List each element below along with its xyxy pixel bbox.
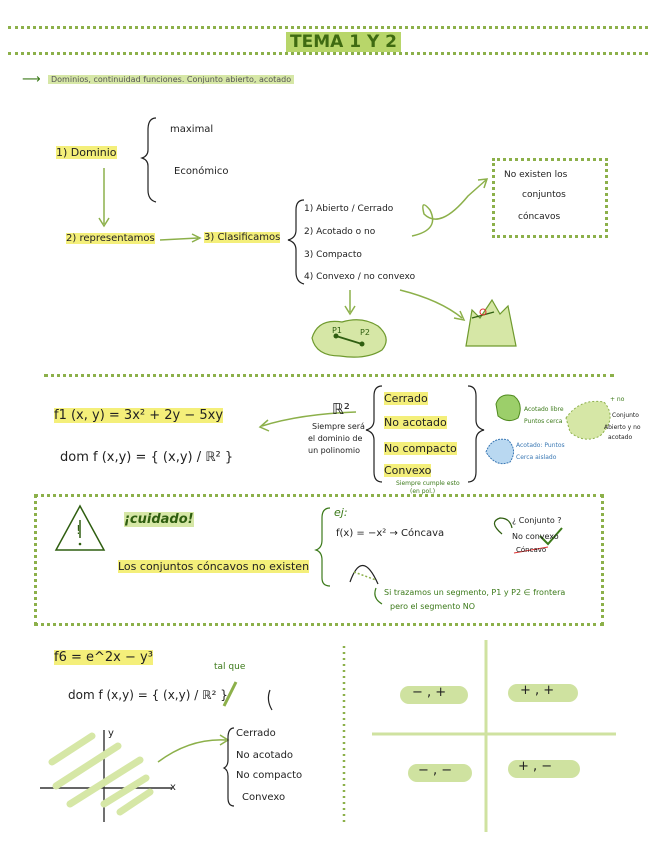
legend-text: acotado (608, 434, 633, 441)
r2-note-line: Siempre será (312, 422, 365, 431)
trazamos-line: Si trazamos un segmento, P1 y P2 ∈ frontera (384, 588, 566, 597)
prop-item: Cerrado (236, 728, 276, 739)
r2-note-line: un polinomio (308, 446, 360, 455)
arrow-right-icon: ⟶ (22, 72, 41, 87)
box-text-line: cóncavos (518, 212, 561, 222)
prop-item: Convexo (242, 792, 286, 803)
maximal-label: maximal (170, 124, 214, 135)
no-convexo-label: No convexo (512, 532, 559, 541)
intro-text: Dominios, continuidad funciones. Conjunto abierto, acotado (48, 75, 294, 84)
box-text-line: No existen los (504, 170, 568, 180)
tal-que-label: tal que (214, 662, 246, 672)
economico-label: Económico (174, 166, 229, 177)
prop-item: No compacto (384, 442, 457, 455)
legend-text: Acotado libre (524, 406, 564, 413)
quadrant-sign-label: − , − (418, 763, 453, 778)
point-label: P2 (360, 328, 370, 337)
function-f6: f6 = e^2x − y³ (54, 650, 153, 665)
r2-label: ℝ² (332, 400, 350, 418)
quadrant-sign-label: − , + (412, 685, 447, 700)
dom-f1: dom f (x,y) = { (x,y) / ℝ² } (60, 450, 234, 465)
quadrant-sign-label: + , − (518, 759, 553, 774)
prop-item: Convexo (384, 464, 432, 477)
conjunto-question: ¿ Conjunto ? (512, 516, 562, 525)
legend-text: Acotado: Puntos (516, 442, 565, 449)
quadrant-sign-label: + , + (520, 683, 555, 698)
trazamos-line: pero el segmento NO (390, 602, 476, 611)
props-note: (en pol.) (410, 488, 436, 495)
legend-text: Cerca aislado (516, 454, 557, 461)
legend-text: Abierto y no (604, 424, 641, 431)
representamos-label: 2) representamos (66, 233, 155, 244)
legend-text: Conjunto (612, 412, 639, 419)
ej-formula: f(x) = −x² → Cóncava (336, 528, 445, 539)
warning-text: Los conjuntos cóncavos no existen (118, 560, 310, 573)
r2-note-line: el dominio de (308, 434, 363, 443)
legend-text: Puntos cerca (524, 418, 563, 425)
point-label: P1 (332, 326, 342, 335)
legend-text: + no (610, 396, 625, 403)
ej-label: ej: (334, 506, 348, 519)
prop-item: Cerrado (384, 392, 428, 405)
list-item: 1) Abierto / Cerrado (304, 204, 394, 214)
list-item: 3) Compacto (304, 250, 362, 260)
list-item: 4) Convexo / no convexo (304, 272, 416, 282)
warning-icon: ! (76, 523, 81, 537)
prop-item: No compacto (236, 770, 303, 781)
clasificamos-label: 3) Clasificamos (204, 232, 281, 243)
prop-item: No acotado (384, 416, 447, 429)
dom-f6: dom f (x,y) = { (x,y) / ℝ² } (68, 688, 228, 702)
concavo-crossed: Cóncavo (516, 546, 547, 554)
list-item: 2) Acotado o no (304, 227, 376, 237)
box-text-line: conjuntos (522, 190, 566, 200)
function-f1: f1 (x, y) = 3x² + 2y − 5xy (54, 408, 224, 423)
page-title: TEMA 1 Y 2 (286, 32, 401, 52)
prop-item: No acotado (236, 750, 294, 761)
cuidado-label: ¡cuidado! (124, 512, 194, 527)
props-note: Siempre cumple esto (396, 480, 460, 487)
axis-x-label: x (170, 782, 176, 793)
dominio-label: 1) Dominio (56, 146, 117, 159)
axis-y-label: y (108, 728, 114, 739)
